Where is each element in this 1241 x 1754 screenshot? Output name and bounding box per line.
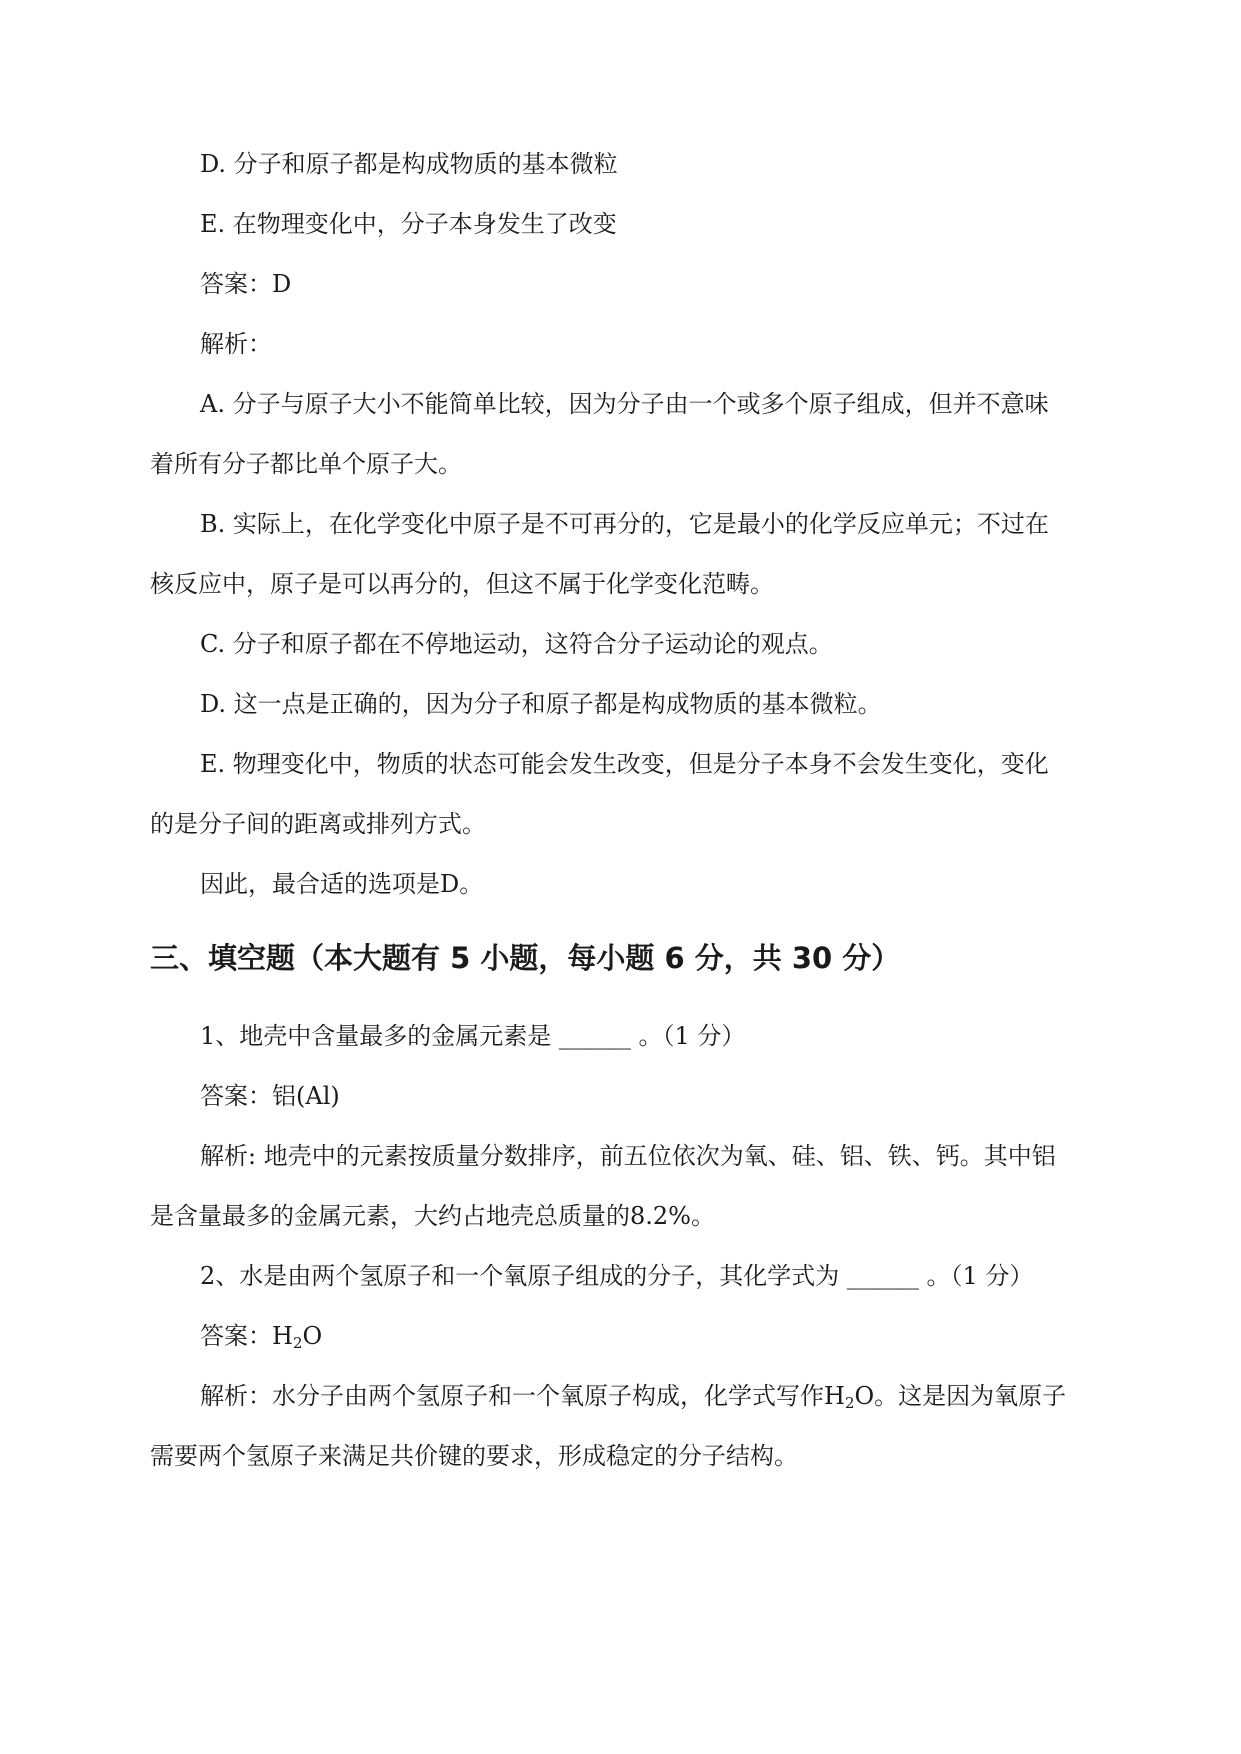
analysis-a-line2: 着所有分子都比单个原子大。 — [150, 450, 462, 478]
section-heading: 三、填空题（本大题有 5 小题，每小题 6 分，共 30 分） — [150, 941, 901, 975]
analysis-c-line: C. 分子和原子都在不停地运动，这符合分子运动论的观点。 — [200, 630, 833, 658]
analysis-label: 解析： — [200, 330, 272, 358]
answer-2-subscript: 2 — [292, 1334, 303, 1352]
analysis-2-subscript: 2 — [844, 1394, 855, 1412]
analysis-e-line2: 的是分子间的距离或排列方式。 — [150, 810, 486, 838]
analysis-a-line1: A. 分子与原子大小不能简单比较，因为分子由一个或多个原子组成，但并不意味 — [200, 390, 1049, 418]
option-d-text: D. 分子和原子都是构成物质的基本微粒 — [200, 150, 618, 178]
answer-2-suffix: O — [302, 1322, 323, 1350]
answer-line: 答案：D — [200, 270, 292, 298]
answer-2 — [200, 1320, 1090, 1352]
analysis-2-line2: 需要两个氢原子来满足共价键的要求，形成稳定的分子结构。 — [150, 1442, 798, 1470]
answer-2-prefix: 答案：H — [200, 1322, 293, 1350]
analysis-e-line1: E. 物理变化中，物质的状态可能会发生改变，但是分子本身不会发生变化，变化 — [200, 750, 1049, 778]
analysis-1-line2: 是含量最多的金属元素，大约占地壳总质量的8.2%。 — [150, 1202, 715, 1230]
analysis-2-suffix: O。这是因为氧原子 — [854, 1382, 1067, 1410]
analysis-b-line1: B. 实际上，在化学变化中原子是不可再分的，它是最小的化学反应单元；不过在 — [200, 510, 1049, 538]
question-1: 1、地壳中含量最多的金属元素是 ______ 。（1 分） — [200, 1022, 746, 1050]
analysis-2-line1 — [200, 1380, 1090, 1412]
answer-1: 答案：铝(Al) — [200, 1082, 340, 1110]
analysis-2-prefix: 解析：水分子由两个氢原子和一个氧原子构成，化学式写作H — [200, 1382, 845, 1410]
analysis-b-line2: 核反应中，原子是可以再分的，但这不属于化学变化范畴。 — [150, 570, 774, 598]
question-2: 2、水是由两个氢原子和一个氧原子组成的分子，其化学式为 ______ 。（1 分） — [200, 1262, 1034, 1290]
analysis-d-line: D. 这一点是正确的，因为分子和原子都是构成物质的基本微粒。 — [200, 690, 882, 718]
conclusion-line: 因此，最合适的选项是D。 — [200, 870, 484, 898]
option-e-text: E. 在物理变化中，分子本身发生了改变 — [200, 210, 617, 238]
analysis-1-line1: 解析: 地壳中的元素按质量分数排序，前五位依次为氧、硅、铝、铁、钙。其中铝 — [200, 1142, 1056, 1170]
